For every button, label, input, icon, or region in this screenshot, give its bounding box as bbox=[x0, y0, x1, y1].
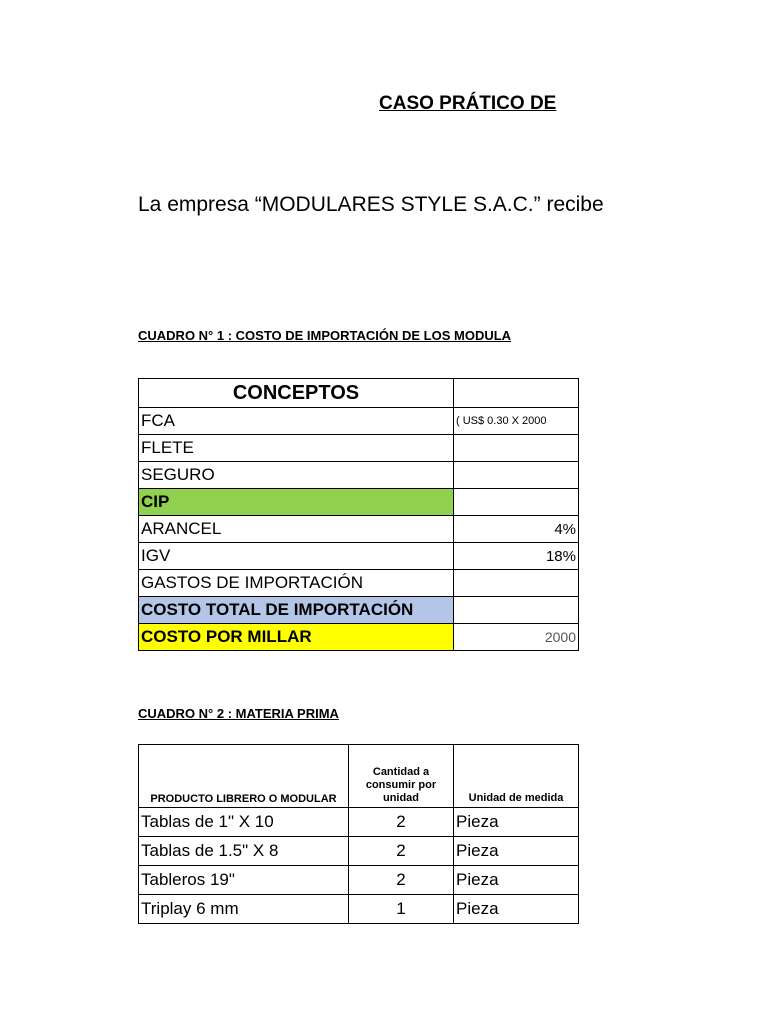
unit-cell: Pieza bbox=[454, 866, 579, 895]
quantity-cell: 2 bbox=[349, 837, 454, 866]
table-row bbox=[139, 570, 579, 597]
concept-cell: COSTO POR MILLAR bbox=[139, 624, 454, 651]
concept-cell: CIP bbox=[139, 489, 454, 516]
unit-cell: Pieza bbox=[454, 837, 579, 866]
product-cell: Tablas de 1.5" X 8 bbox=[139, 837, 349, 866]
unit-cell: Pieza bbox=[454, 895, 579, 924]
value-cell: ( US$ 0.30 X 2000 bbox=[454, 408, 579, 435]
header-quantity: Cantidad a consumir por unidad bbox=[349, 745, 454, 808]
concept-cell: GASTOS DE IMPORTACIÓN bbox=[139, 570, 454, 597]
value-cell: 2000 bbox=[454, 624, 579, 651]
table-row bbox=[139, 866, 579, 895]
header-product: PRODUCTO LIBRERO O MODULAR bbox=[139, 745, 349, 808]
cuadro2-caption: CUADRO N° 2 : MATERIA PRIMA bbox=[138, 706, 339, 721]
table-row bbox=[139, 837, 579, 866]
concept-cell: FCA bbox=[139, 408, 454, 435]
table-row bbox=[139, 624, 579, 651]
table-row bbox=[139, 408, 579, 435]
value-cell: 18% bbox=[454, 543, 579, 570]
table-row bbox=[139, 489, 579, 516]
product-cell: Tableros 19" bbox=[139, 866, 349, 895]
value-cell bbox=[454, 597, 579, 624]
cuadro1-caption: CUADRO N° 1 : COSTO DE IMPORTACIÓN DE LOS MODULA bbox=[138, 328, 512, 343]
concept-cell: ARANCEL bbox=[139, 516, 454, 543]
table-row bbox=[139, 543, 579, 570]
concept-cell: COSTO TOTAL DE IMPORTACIÓN bbox=[139, 597, 454, 624]
quantity-cell: 2 bbox=[349, 866, 454, 895]
concept-cell: SEGURO bbox=[139, 462, 454, 489]
header-empty bbox=[454, 379, 579, 408]
unit-cell: Pieza bbox=[454, 808, 579, 837]
table-row bbox=[139, 516, 579, 543]
value-cell bbox=[454, 462, 579, 489]
table-row bbox=[139, 462, 579, 489]
header-conceptos: CONCEPTOS bbox=[139, 379, 454, 408]
concept-cell: FLETE bbox=[139, 435, 454, 462]
intro-text: La empresa “MODULARES STYLE S.A.C.” recibe bbox=[138, 193, 604, 216]
value-cell: 4% bbox=[454, 516, 579, 543]
value-cell bbox=[454, 435, 579, 462]
header-unit: Unidad de medida bbox=[454, 745, 579, 808]
table-row bbox=[139, 435, 579, 462]
concept-cell: IGV bbox=[139, 543, 454, 570]
table-header-row bbox=[139, 379, 579, 408]
table-row bbox=[139, 597, 579, 624]
quantity-cell: 1 bbox=[349, 895, 454, 924]
raw-material-table bbox=[138, 744, 579, 924]
table-row bbox=[139, 808, 579, 837]
quantity-cell: 2 bbox=[349, 808, 454, 837]
value-cell bbox=[454, 489, 579, 516]
table-header-row bbox=[139, 745, 579, 808]
value-cell bbox=[454, 570, 579, 597]
product-cell: Tablas de 1" X 10 bbox=[139, 808, 349, 837]
page-title: CASO PRÁTICO DE bbox=[379, 93, 557, 114]
table-row bbox=[139, 895, 579, 924]
import-cost-table bbox=[138, 378, 579, 651]
product-cell: Triplay 6 mm bbox=[139, 895, 349, 924]
